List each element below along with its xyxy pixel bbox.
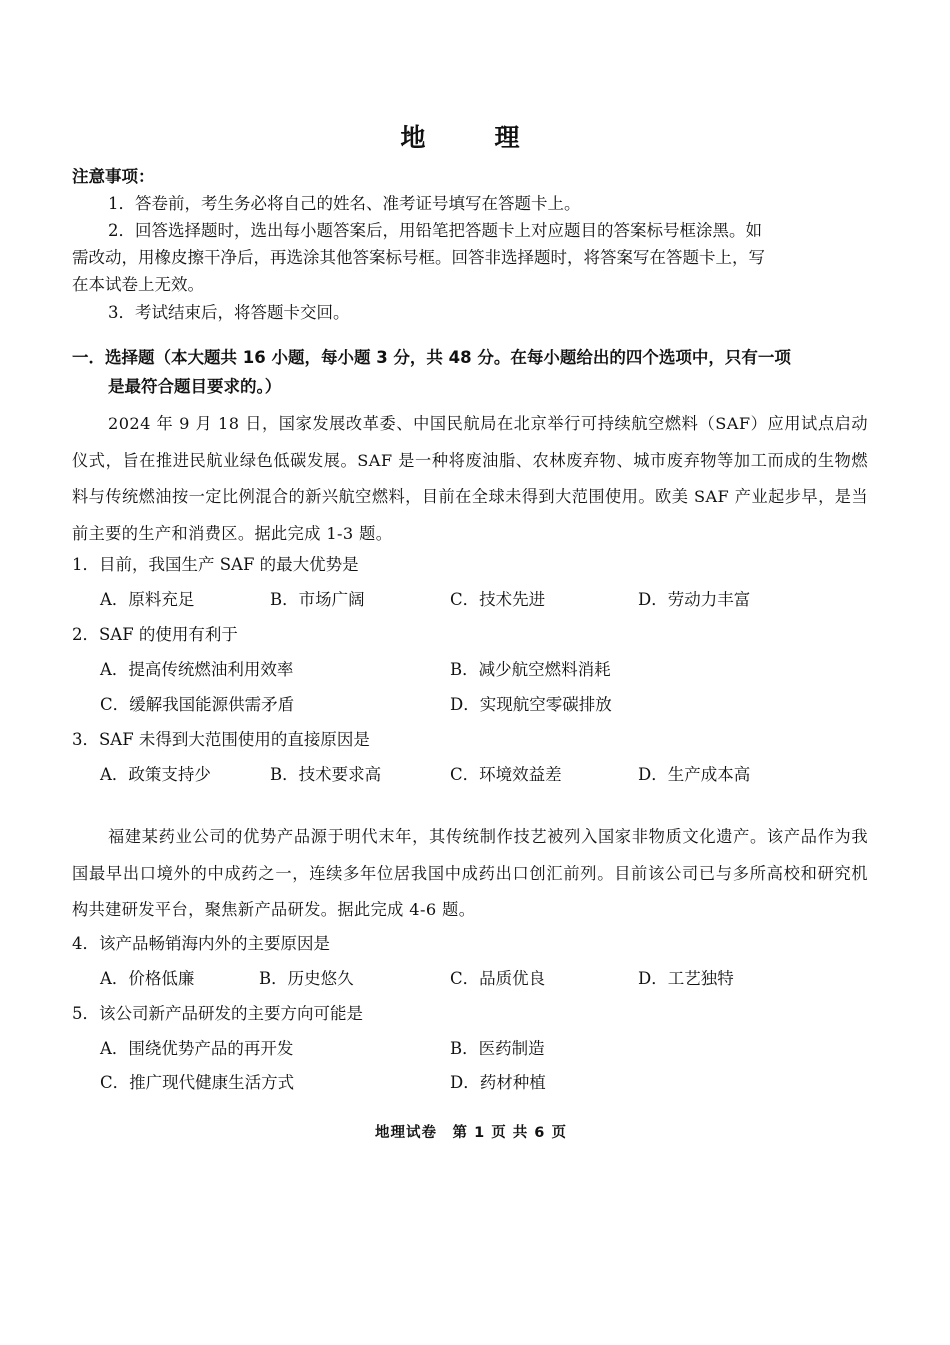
question-1-option-b: B．市场广阔 — [270, 590, 365, 609]
question-2-stem: 2．SAF 的使用有利于 — [72, 625, 238, 644]
notice-item-2-line-3: 在本试卷上无效。 — [72, 275, 204, 294]
notice-item-3: 3．考试结束后，将答题卡交回。 — [108, 303, 350, 322]
page-footer: 地理试卷 第 1 页 共 6 页 — [375, 1125, 567, 1141]
question-1-option-c: C．技术先进 — [450, 590, 546, 609]
passage-2: 福建某药业公司的优势产品源于明代末年，其传统制作技艺被列入国家非物质文化遗产。该产品作为我国最早出口境外的中成药之一，连续多年位居我国中成药出口创汇前列。目前该公司已与多所高校和研究机构共建研发平台，聚焦新产品研发。据此完成 4-6 题。 — [72, 827, 868, 919]
section-1-heading-line-2: 是最符合题目要求的。） — [108, 377, 282, 396]
question-1-option-d: D．劳动力丰富 — [638, 590, 751, 609]
question-4-option-c: C．品质优良 — [450, 969, 546, 988]
question-1-stem: 1．目前，我国生产 SAF 的最大优势是 — [72, 555, 359, 574]
question-2-option-d: D．实现航空零碳排放 — [450, 695, 612, 714]
question-4-option-b: B．历史悠久 — [259, 969, 354, 988]
question-1-option-a: A．原料充足 — [100, 590, 195, 609]
question-2-option-a: A．提高传统燃油利用效率 — [100, 660, 294, 679]
question-5-stem: 5．该公司新产品研发的主要方向可能是 — [72, 1004, 363, 1023]
question-3-option-b: B．技术要求高 — [270, 765, 382, 784]
question-5-option-c: C．推广现代健康生活方式 — [100, 1073, 295, 1092]
question-3-option-d: D．生产成本高 — [638, 765, 751, 784]
notice-heading: 注意事项： — [72, 167, 155, 186]
notice-item-2-line-2: 需改动，用橡皮擦干净后，再选涂其他答案标号框。回答非选择题时，将答案写在答题卡上，写 — [72, 248, 765, 267]
passage-1: 2024 年 9 月 18 日，国家发展改革委、中国民航局在北京举行可持续航空燃料（SAF）应用试点启动仪式，旨在推进民航业绿色低碳发展。SAF 是一种将废油脂、农林废弃物、城市废弃物等加工而成的生物燃料与传统燃油按一定比例混合的新兴航空燃料，目前在全球未得到大范围使用。欧美 SAF 产业起步早，是当前主要的生产和消费区。据此完成 1-3 题。 — [72, 414, 868, 543]
page-title: 地 理 — [400, 123, 542, 152]
question-5-option-a: A．围绕优势产品的再开发 — [100, 1039, 294, 1058]
question-5-option-b: B．医药制造 — [450, 1039, 545, 1058]
question-4-stem: 4．该产品畅销海内外的主要原因是 — [72, 934, 330, 953]
question-3-option-c: C．环境效益差 — [450, 765, 562, 784]
notice-item-2-line-1: 2．回答选择题时，选出每小题答案后，用铅笔把答题卡上对应题目的答案标号框涂黑。如 — [108, 221, 762, 240]
question-3-option-a: A．政策支持少 — [100, 765, 211, 784]
section-1-heading-line-1: 一．选择题（本大题共 16 小题，每小题 3 分，共 48 分。在每小题给出的四个选项中，只有一项 — [72, 348, 791, 367]
question-5-option-d: D．药材种植 — [450, 1073, 546, 1092]
notice-item-1: 1．答卷前，考生务必将自己的姓名、准考证号填写在答题卡上。 — [108, 194, 581, 213]
question-2-option-b: B．减少航空燃料消耗 — [450, 660, 611, 679]
question-4-option-a: A．价格低廉 — [100, 969, 195, 988]
question-4-option-d: D．工艺独特 — [638, 969, 734, 988]
question-2-option-c: C．缓解我国能源供需矛盾 — [100, 695, 295, 714]
question-3-stem: 3．SAF 未得到大范围使用的直接原因是 — [72, 730, 370, 749]
